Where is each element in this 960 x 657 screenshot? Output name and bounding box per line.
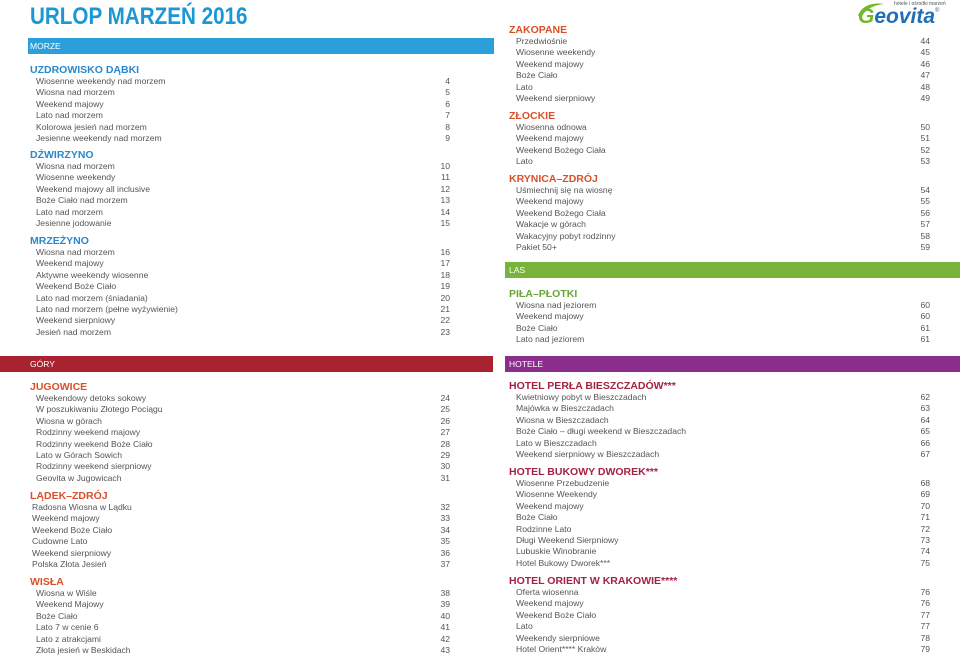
offer-title: Weekend majowy — [516, 133, 584, 144]
offer-item — [36, 122, 450, 133]
offer-list — [509, 185, 930, 253]
offer-item — [516, 449, 930, 460]
page-number: 35 — [440, 536, 450, 547]
page-number: 7 — [445, 110, 450, 121]
page-number: 30 — [440, 461, 450, 472]
offer-item — [516, 426, 930, 437]
offer-item — [516, 219, 930, 230]
offer-title: Weekend Bożego Ciała — [516, 207, 606, 218]
page-number: 71 — [920, 512, 930, 523]
section-heading: MRZEŻYNO — [30, 235, 89, 247]
page-number: 33 — [440, 513, 450, 524]
offer-item — [516, 610, 930, 621]
offer-title: Lato z atrakcjami — [36, 633, 101, 644]
offer-title: Lato nad morzem (śniadania) — [36, 292, 148, 303]
page-number: 50 — [920, 122, 930, 132]
section-hotel-perla-bieszczadow — [509, 380, 930, 460]
offer-title: Lubuskie Winobranie — [516, 546, 597, 557]
offer-title: Lato w Górach Sowich — [36, 449, 122, 460]
section-zakopane — [509, 24, 930, 104]
page-number: 51 — [920, 133, 930, 144]
offer-item — [36, 461, 450, 472]
offer-item — [516, 208, 930, 219]
offer-title: Wiosna nad jeziorem — [516, 300, 597, 310]
page-number: 10 — [440, 161, 450, 171]
page-number: 37 — [440, 558, 450, 569]
page-number: 49 — [920, 92, 930, 103]
offer-list — [509, 478, 930, 569]
offer-title: Weekend majowy — [516, 58, 584, 69]
offer-list — [30, 502, 450, 570]
offer-item — [36, 172, 450, 183]
offer-list — [30, 161, 450, 229]
offer-title: W poszukiwaniu Złotego Pociągu — [36, 404, 163, 415]
offer-item — [516, 59, 930, 70]
offer-item — [36, 99, 450, 110]
page-number: 77 — [920, 609, 930, 620]
offer-title: Boże Ciało — [516, 70, 558, 81]
page-number: 72 — [920, 523, 930, 534]
offer-title: Wiosna w górach — [36, 415, 102, 426]
page-number: 66 — [920, 437, 930, 448]
page-number: 41 — [440, 622, 450, 633]
offer-title: Lato — [516, 81, 533, 92]
offer-item — [36, 315, 450, 326]
category-bar-las: LAS — [505, 262, 960, 278]
offer-item — [36, 599, 450, 610]
page-number: 11 — [441, 172, 450, 183]
section-uzdrowisko-dabki — [30, 64, 450, 144]
page-number: 16 — [440, 247, 450, 257]
offer-title: Uśmiechnij się na wiosnę — [516, 185, 613, 195]
offer-title: Jesienne jodowanie — [36, 217, 112, 228]
page-number: 8 — [445, 121, 450, 132]
offer-title: Boże Ciało — [516, 322, 558, 333]
offer-list — [30, 247, 450, 338]
offer-item — [516, 47, 930, 58]
page-number: 31 — [440, 472, 450, 483]
offer-title: Weekend majowy — [32, 513, 100, 524]
offer-item — [36, 87, 450, 98]
page-number: 60 — [920, 311, 930, 322]
page-number: 60 — [920, 300, 930, 310]
offer-item — [36, 393, 450, 404]
offer-title: Weekend Boże Ciało — [36, 281, 117, 292]
page-number: 73 — [920, 534, 930, 545]
page-number: 62 — [920, 392, 930, 402]
page-number: 57 — [920, 219, 930, 230]
offer-item — [36, 184, 450, 195]
page-number: 5 — [445, 87, 450, 98]
page-number: 34 — [440, 524, 450, 535]
offer-item — [36, 304, 450, 315]
offer-list — [30, 588, 450, 656]
offer-item — [516, 644, 930, 655]
page-number: 44 — [920, 36, 930, 46]
offer-item — [36, 634, 450, 645]
offer-title: Wiosna w Wiśle — [36, 588, 97, 598]
page-number: 21 — [440, 303, 450, 314]
offer-title: Wiosenna odnowa — [516, 122, 587, 132]
offer-item — [36, 247, 450, 258]
page-number: 4 — [445, 76, 450, 86]
offer-title: Boże Ciało nad morzem — [36, 195, 128, 206]
page-number: 15 — [440, 217, 450, 228]
offer-item — [36, 270, 450, 281]
offer-title: Wiosenne Przebudzenie — [516, 478, 610, 488]
section-ladek-zdroj — [30, 490, 450, 570]
page-number: 17 — [440, 258, 450, 269]
offer-item — [516, 558, 930, 569]
page-number: 74 — [920, 546, 930, 557]
page-number: 64 — [920, 414, 930, 425]
offer-item — [516, 501, 930, 512]
offer-item — [36, 450, 450, 461]
offer-title: Lato — [516, 156, 533, 167]
offer-list — [509, 122, 930, 168]
page-number: 69 — [920, 489, 930, 500]
offer-item — [36, 588, 450, 599]
page-number: 25 — [440, 404, 450, 415]
offer-title: Hotel Bukowy Dworek*** — [516, 557, 611, 568]
page-number: 63 — [920, 403, 930, 414]
offer-title: Pakiet 50+ — [516, 241, 557, 252]
page-number: 76 — [920, 598, 930, 609]
page-number: 77 — [920, 621, 930, 632]
offer-item — [32, 548, 450, 559]
logo-brand: Geovita — [858, 5, 936, 28]
offer-item — [36, 110, 450, 121]
section-heading: KRYNICA–ZDRÓJ — [509, 173, 598, 185]
offer-title: Majówka w Bieszczadach — [516, 403, 614, 414]
offer-item — [516, 403, 930, 414]
page-number: 45 — [920, 47, 930, 58]
page-number: 70 — [920, 500, 930, 511]
offer-title: Cudowne Lato — [32, 536, 88, 547]
offer-item — [516, 122, 930, 133]
offer-item — [36, 207, 450, 218]
offer-item — [516, 82, 930, 93]
page-number: 48 — [920, 81, 930, 92]
offer-item — [36, 611, 450, 622]
offer-item — [36, 133, 450, 144]
offer-title: Wiosna nad morzem — [36, 247, 115, 257]
offer-item — [516, 323, 930, 334]
page-number: 13 — [440, 195, 450, 206]
page-number: 61 — [920, 334, 930, 345]
section-hotel-orient-krakow — [509, 575, 930, 655]
offer-title: Boże Ciało — [36, 610, 78, 621]
page-number: 32 — [440, 502, 450, 512]
offer-title: Weekend majowy — [516, 598, 584, 609]
offer-item — [36, 427, 450, 438]
offer-title: Weekend sierpniowy — [516, 92, 596, 103]
offer-title: Rodzinny weekend majowy — [36, 427, 141, 438]
section-mrzezyno — [30, 235, 450, 338]
offer-title: Lato nad morzem — [36, 206, 103, 217]
offer-title: Wiosna nad morzem — [36, 87, 115, 98]
offer-title: Aktywne weekendy wiosenne — [36, 269, 149, 280]
page-number: 29 — [440, 449, 450, 460]
offer-item — [36, 416, 450, 427]
offer-title: Wiosna nad morzem — [36, 161, 115, 171]
offer-item — [516, 93, 930, 104]
offer-title: Geovita w Jugowicach — [36, 472, 122, 483]
offer-title: Lato nad morzem (pełne wyżywienie) — [36, 303, 178, 314]
category-bar-hotele: HOTELE — [505, 356, 960, 372]
page-number: 12 — [440, 183, 450, 194]
offer-item — [516, 438, 930, 449]
page-number: 14 — [440, 206, 450, 217]
section-dzwirzyno — [30, 149, 450, 229]
offer-title: Wakacje w górach — [516, 219, 586, 230]
page-number: 26 — [440, 415, 450, 426]
offer-item — [516, 524, 930, 535]
page-number: 79 — [920, 643, 930, 654]
offer-item — [516, 133, 930, 144]
offer-title: Hotel Orient**** Kraków — [516, 643, 607, 654]
page-number: 53 — [920, 156, 930, 167]
offer-item — [516, 546, 930, 557]
offer-title: Weekend Majowy — [36, 599, 104, 610]
category-bar-morze: MORZE — [28, 38, 494, 54]
offer-title: Weekend majowy — [516, 500, 584, 511]
page-number: 24 — [440, 393, 450, 403]
offer-title: Weekend majowy — [516, 196, 584, 207]
offer-list — [30, 76, 450, 144]
offer-item — [516, 242, 930, 253]
offer-item — [516, 156, 930, 167]
offer-title: Wiosna w Bieszczadach — [516, 414, 609, 425]
section-heading: JUGOWICE — [30, 381, 88, 393]
offer-title: Weekend majowy all inclusive — [36, 183, 150, 194]
page-number: 43 — [440, 644, 450, 655]
offer-title: Boże Ciało – długi weekend w Bieszczadach — [516, 426, 687, 437]
page-number: 68 — [920, 478, 930, 488]
offer-title: Złota jesień w Beskidach — [36, 644, 131, 655]
page-number: 47 — [920, 70, 930, 81]
page-number: 28 — [440, 438, 450, 449]
page-number: 46 — [920, 58, 930, 69]
section-hotel-bukowy-dworek — [509, 466, 930, 569]
offer-item — [32, 525, 450, 536]
offer-item — [36, 218, 450, 229]
page-number: 38 — [440, 588, 450, 598]
page-number: 67 — [920, 448, 930, 459]
offer-title: Weekend majowy — [516, 311, 584, 322]
offer-item — [516, 415, 930, 426]
offer-item — [516, 185, 930, 196]
offer-item — [516, 598, 930, 609]
section-wisla — [30, 576, 450, 656]
page-number: 39 — [440, 599, 450, 610]
section-heading: LĄDEK–ZDRÓJ — [30, 490, 108, 502]
offer-item — [516, 311, 930, 322]
offer-item — [36, 645, 450, 656]
page-number: 58 — [920, 230, 930, 241]
page-number: 61 — [920, 322, 930, 333]
offer-title: Weekend sierpniowy — [32, 547, 112, 558]
offer-item — [36, 195, 450, 206]
offer-list — [509, 300, 930, 346]
page-number: 42 — [440, 633, 450, 644]
page-number: 78 — [920, 632, 930, 643]
page-number: 56 — [920, 207, 930, 218]
offer-title: Weekendowy detoks sokowy — [36, 393, 147, 403]
offer-title: Rodzinny weekend Boże Ciało — [36, 438, 153, 449]
offer-title: Lato nad jeziorem — [516, 334, 585, 345]
offer-item — [36, 327, 450, 338]
offer-title: Wiosenne weekendy — [36, 172, 116, 183]
offer-item — [516, 489, 930, 500]
logo-tagline: hotele i ośrodki marzeń — [894, 1, 946, 7]
offer-title: Weekend Bożego Ciała — [516, 144, 606, 155]
page-number: 36 — [440, 547, 450, 558]
page-number: 75 — [920, 557, 930, 568]
offer-title: Boże Ciało — [516, 512, 558, 523]
offer-title: Weekendy sierpniowe — [516, 632, 600, 643]
offer-title: Weekend sierpniowy w Bieszczadach — [516, 448, 660, 459]
offer-title: Rodzinny weekend sierpniowy — [36, 461, 152, 472]
offer-item — [516, 36, 930, 47]
page-title: URLOP MARZEŃ 2016 — [30, 3, 248, 30]
section-pila-plotki — [509, 288, 930, 346]
page-number: 6 — [445, 98, 450, 109]
offer-title: Weekend majowy — [36, 98, 104, 109]
offer-list — [30, 393, 450, 484]
section-heading: DŹWIRZYNO — [30, 149, 94, 161]
offer-item — [32, 559, 450, 570]
offer-list — [509, 36, 930, 104]
offer-title: Lato nad morzem — [36, 110, 103, 121]
page-number: 54 — [920, 185, 930, 195]
section-heading: HOTEL BUKOWY DWOREK*** — [509, 466, 658, 478]
offer-title: Kwietniowy pobyt w Bieszczadach — [516, 392, 647, 402]
section-heading: PIŁA–PŁOTKI — [509, 288, 578, 300]
offer-title: Radosna Wiosna w Lądku — [32, 502, 132, 512]
category-bar-gory: GÓRY — [0, 356, 493, 372]
page-number: 23 — [440, 326, 450, 337]
page-number: 27 — [440, 427, 450, 438]
offer-item — [516, 334, 930, 345]
offer-title: Polska Złota Jesień — [32, 558, 107, 569]
offer-item — [32, 536, 450, 547]
page-number: 55 — [920, 196, 930, 207]
offer-title: Wiosenne weekendy nad morzem — [36, 76, 166, 86]
offer-item — [516, 535, 930, 546]
offer-title: Lato 7 w cenie 6 — [36, 622, 99, 633]
section-zlockie — [509, 110, 930, 168]
offer-item — [36, 258, 450, 269]
offer-item — [516, 70, 930, 81]
offer-item — [36, 439, 450, 450]
offer-title: Wiosenne Weekendy — [516, 489, 598, 500]
offer-item — [36, 293, 450, 304]
registered-mark: ® — [935, 8, 940, 14]
offer-item — [516, 231, 930, 242]
offer-title: Wiosenne weekendy — [516, 47, 596, 58]
offer-title: Jesień nad morzem — [36, 326, 111, 337]
section-jugowice — [30, 381, 450, 484]
offer-list — [509, 587, 930, 655]
offer-item — [516, 621, 930, 632]
section-heading: UZDROWISKO DĄBKI — [30, 64, 140, 76]
offer-title: Lato w Bieszczadach — [516, 437, 597, 448]
offer-item — [516, 587, 930, 598]
offer-item — [516, 392, 930, 403]
offer-title: Kolorowa jesień nad morzem — [36, 121, 147, 132]
offer-title: Weekend sierpniowy — [36, 315, 116, 326]
page-number: 22 — [440, 315, 450, 326]
offer-item — [36, 76, 450, 87]
offer-item — [516, 512, 930, 523]
offer-item — [36, 161, 450, 172]
page-number: 59 — [920, 241, 930, 252]
section-heading: ZAKOPANE — [509, 24, 568, 36]
offer-item — [36, 473, 450, 484]
section-krynica-zdroj — [509, 173, 930, 253]
offer-item — [36, 281, 450, 292]
section-heading: HOTEL PERŁA BIESZCZADÓW*** — [509, 380, 676, 392]
page-number: 18 — [440, 269, 450, 280]
offer-item — [36, 404, 450, 415]
offer-item — [32, 513, 450, 524]
offer-item — [516, 478, 930, 489]
offer-title: Lato — [516, 621, 533, 632]
offer-list — [509, 392, 930, 460]
page-number: 52 — [920, 144, 930, 155]
offer-item — [36, 622, 450, 633]
offer-title: Jesienne weekendy nad morzem — [36, 132, 162, 143]
page-number: 9 — [445, 132, 450, 143]
page-number: 40 — [440, 610, 450, 621]
page-number: 76 — [920, 587, 930, 597]
section-heading: HOTEL ORIENT W KRAKOWIE**** — [509, 575, 678, 587]
offer-title: Weekend Boże Ciało — [32, 524, 113, 535]
page-number: 65 — [920, 426, 930, 437]
offer-item — [516, 145, 930, 156]
offer-item — [516, 196, 930, 207]
offer-item — [516, 633, 930, 644]
offer-title: Długi Weekend Sierpniowy — [516, 534, 619, 545]
page-number: 20 — [440, 292, 450, 303]
section-heading: WISŁA — [30, 576, 64, 588]
page-number: 19 — [440, 281, 450, 292]
section-heading: ZŁOCKIE — [509, 110, 556, 122]
offer-item — [32, 502, 450, 513]
offer-item — [516, 300, 930, 311]
offer-title: Weekend majowy — [36, 258, 104, 269]
offer-title: Oferta wiosenna — [516, 587, 579, 597]
offer-title: Wakacyjny pobyt rodzinny — [516, 230, 616, 241]
offer-title: Rodzinne Lato — [516, 523, 572, 534]
offer-title: Przedwiośnie — [516, 36, 568, 46]
offer-title: Weekend Boże Ciało — [516, 609, 597, 620]
